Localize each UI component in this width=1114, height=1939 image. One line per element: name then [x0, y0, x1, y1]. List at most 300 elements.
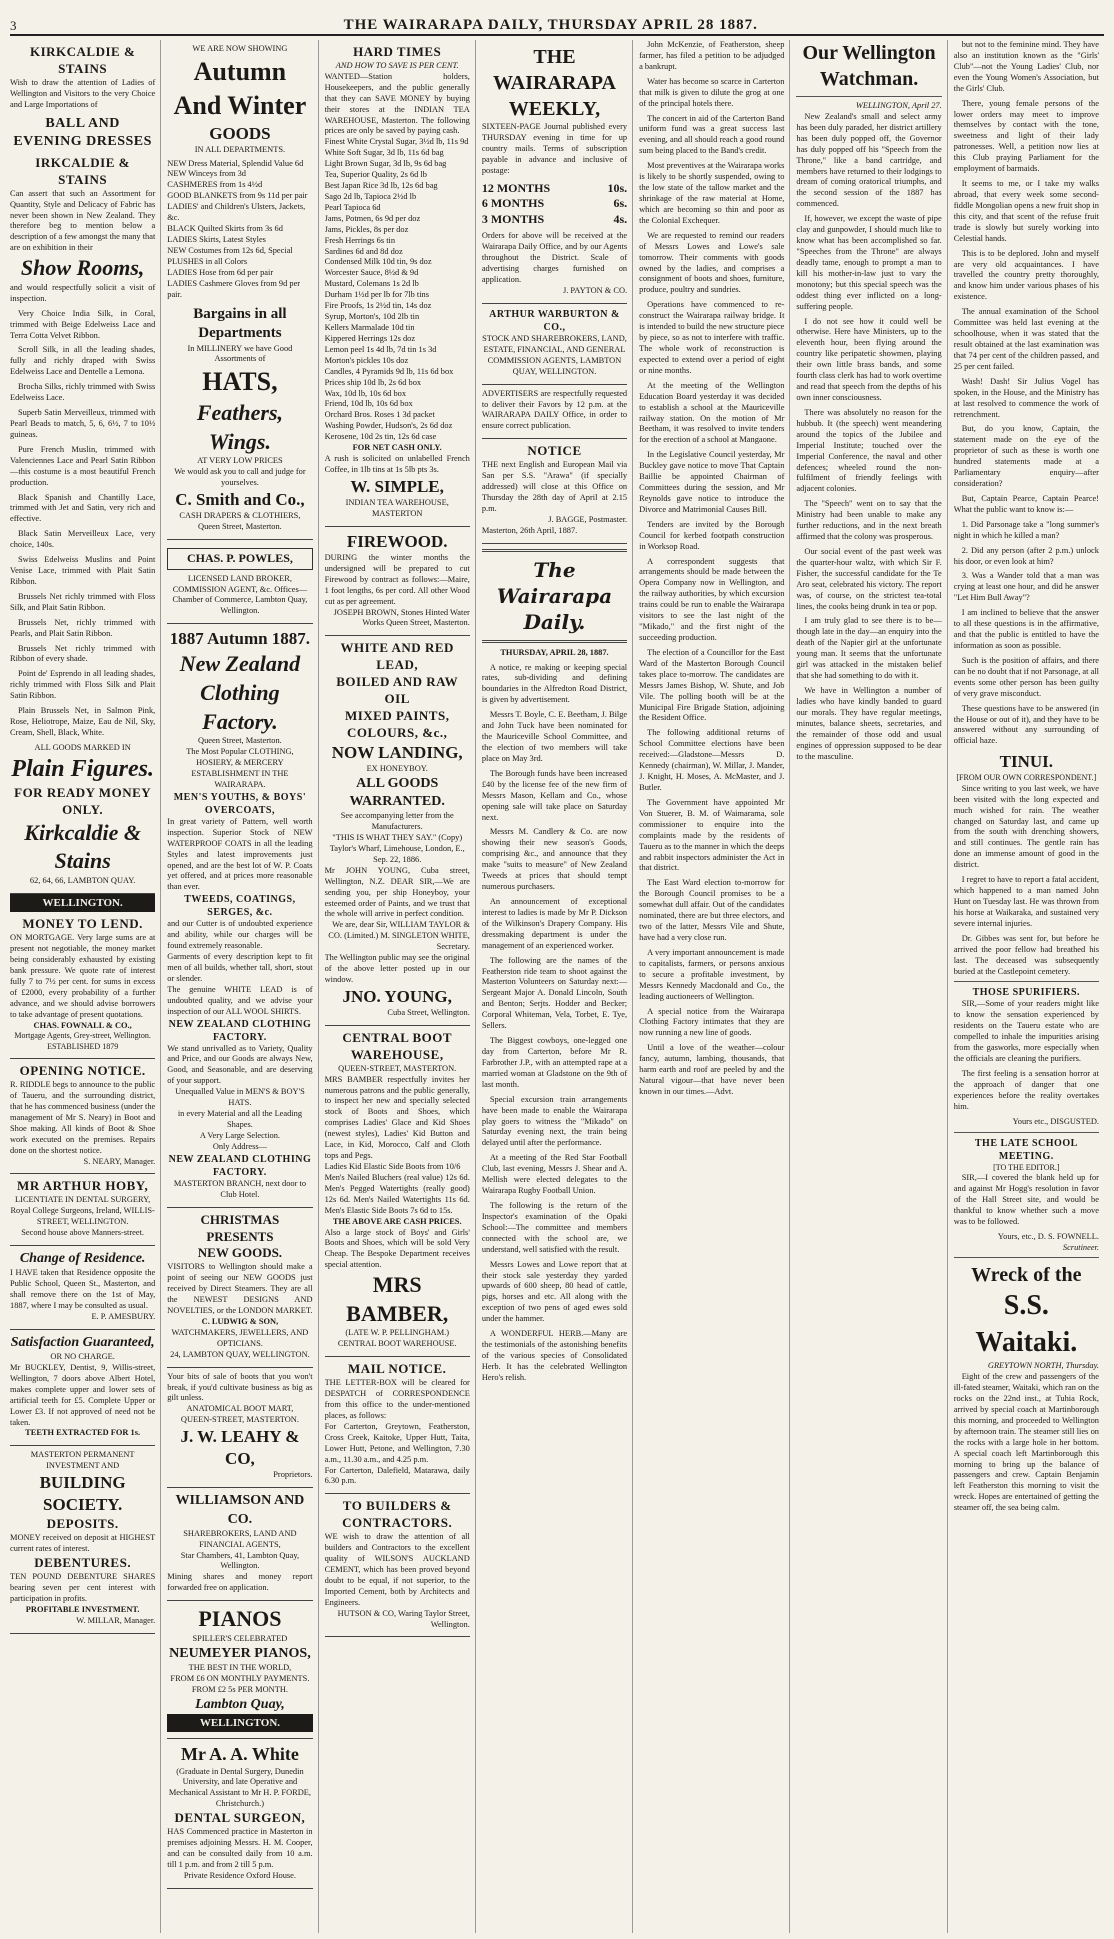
ludwig-sub: WATCHMAKERS, JEWELLERS, AND OPTICIANS. — [171, 1327, 309, 1348]
masthead — [10, 8, 1104, 36]
bamber-sub: (LATE W. P. PELLINGHAM.) — [345, 1328, 450, 1338]
watchman-paragraph: I am inclined to believe that the answer to all these questions is in the affirmative, and that the public is entitled to have the information as soon as possible. — [953, 608, 1099, 651]
letter-quote: "THIS IS WHAT THEY SAY." (Copy) Taylor's Wharf, Limehouse, London, E., Sep. 22, 1886. — [329, 832, 465, 864]
leahy-address: QUEEN-STREET, MASTERTON. — [180, 1415, 299, 1425]
call-text: We would ask you to call and judge for yourselves. — [174, 467, 306, 488]
boot-ad — [325, 1026, 470, 1357]
mail-notice — [482, 439, 627, 543]
news-paragraph: In the Legislative Council yesterday, Mr Buckley gave notice to move That Captain Baillie be appointed Chairman of Committees during the session, and Mr Reynolds gave notice to introduce the Divorce and Matrimonial Causes Bill. — [639, 450, 785, 514]
hard-times-body-2: A rush is solicited on unlabelled French Coffee, in 1lb tins at 1s 5lb pts 3s. — [324, 454, 470, 474]
unequalled: Unequalled Value in MEN'S & BOY'S HATS. — [175, 1087, 305, 1108]
goods-item: BLACK Quilted Skirts from 3s 6d — [167, 224, 283, 234]
money-firm-sub: Mortgage Agents, Grey-street, Wellington. ESTABLISHED 1879 — [14, 1031, 151, 1051]
rate-term: 6 MONTHS — [481, 196, 545, 211]
news-paragraph: A special notice from the Wairarapa Clothing Factory intimates that they are now running a new line of goods. — [639, 1006, 785, 1038]
price-item: Orchard Bros. Roses 1 3d packet — [324, 410, 435, 420]
mail-list-2: For Carterton, Dalefield, Matarawa, daily 6.30 p.m. — [324, 1465, 470, 1486]
smith-ad — [167, 40, 312, 540]
news-paragraph: Most preventives at the Wairarapa works is likely to be shortly suspended, owing to the low state of the tallow market and the shrinkage of the raw material at Home, which are becoming so thin and poor as the Colonial Exchequer. — [639, 161, 785, 225]
change-body: I HAVE taken that Residence opposite the Public School, Queen St., Masterton, and shall remove there on the 1st of May, 1887, where I may be consulted as usual. — [10, 1268, 156, 1310]
column-7 — [954, 40, 1104, 1933]
news-paragraph: A correspondent suggests that arrangements should be made between the Opera Company now in Wellington, and the railway authorities, by which excursion trains could be run to enable the Wairarapa visitors to see the last night of the "Mikado," and the first night of the succeeding production. — [639, 556, 785, 643]
lambton-quay: Lambton Quay, — [195, 1696, 285, 1712]
goods-item: LADIES Cashmere Gloves from 9d per pair. — [167, 278, 301, 299]
autumn-title: Autumn — [193, 56, 287, 86]
school-signature: Yours, etc., D. S. FOWNELL. — [997, 1231, 1099, 1241]
rate-price: 6s. — [613, 196, 628, 211]
daily-date: THURSDAY, APRIL 28, 1887. — [500, 647, 609, 657]
watchman-paragraph: But, do you know, Captain, the statement made on the eye of the proprietor of such as these is worth one hundred statements made at a Parliamentary enquiry—after consideration? — [953, 424, 1099, 489]
low-prices: AT VERY LOW PRICES — [197, 456, 283, 466]
dress-item: Brussels Net, richly trimmed with Pearls, and Plait Satin Ribbon. — [10, 617, 156, 638]
rate-term: 3 MONTHS — [481, 211, 545, 226]
dental-address: Private Residence Oxford House. — [183, 1870, 296, 1880]
price-item: Best Japan Rice 3d lb, 12s 6d bag — [324, 181, 438, 191]
hard-times-sub: AND HOW TO SAVE IS PER CENT. — [335, 60, 459, 70]
watchman-paragraph: There was absolutely no reason for the hubbub. It (the speech) went meandering around the topics of the Jubilee and Imperial Institute; touched over the Imperial Conference, the naval and other defences; wheeled round the non-fulfilment of friendly feelings with adjacent colonies. — [796, 407, 942, 494]
letter-signature: We are, dear Sir, WILLIAM TAYLOR & CO. (Limited.) M. SINGLETON WHITE, Secretary. — [328, 920, 470, 952]
tinui-heading: TINUI. — [999, 752, 1054, 772]
wreck-dateline: GREYTOWN NORTH, Thursday. — [987, 1361, 1099, 1371]
firm-address: 62, 64, 66, LAMBTON QUAY. — [29, 876, 136, 886]
price-item: Syrup, Morton's, 10d 2lb tin — [324, 312, 420, 322]
price-list — [325, 137, 470, 443]
indian-warehouse: INDIAN TEA WAREHOUSE, — [345, 498, 449, 508]
price-item: Pearl Tapioca 6d — [324, 202, 381, 212]
tinui-paragraph: Dr. Gibbes was sent for, but before he arrived the poor fellow had breathed his last. The deceased was subsequently buried at the Castlepoint cemetery. — [953, 933, 1099, 976]
mixed-paints: MIXED PAINTS, COLOURS, &c., — [344, 707, 450, 740]
wings-title: Wings. — [208, 428, 271, 454]
dress-item: Very Choice India Silk, in Coral, trimmed with Beige Edelweiss Lace and Terra Cotta Velvet Ribbon. — [10, 308, 156, 340]
white-body: (Graduate in Dental Surgery, Dunedin University, and late Operative and Mechanical Assistant to Mr H. P. FORDE, Christchurch.) — [168, 1766, 311, 1809]
clothing-ad — [167, 624, 312, 1207]
tinui-sub: [FROM OUR OWN CORRESPONDENT.] — [956, 773, 1097, 783]
news-paragraph: The Borough funds have been increased £40 by the license fee of the new firm of Messrs Mason, Kellam and Co., whose opening sale will take place on Saturday next. — [481, 768, 628, 822]
hoby-heading: MR ARTHUR HOBY, — [17, 1178, 149, 1194]
ludwig-firm: C. LUDWIG & SON, — [201, 1316, 279, 1326]
question: 1. Did Parsonage take a "long summer's night in which he killed a man? — [953, 519, 1099, 540]
mail-heading: MAIL NOTICE. — [347, 1361, 447, 1377]
warburton-body: STOCK AND SHAREBROKERS, LAND, ESTATE, FINANCIAL, AND GENERAL COMMISSION AGENTS, LAMBTON QUAY, WELLINGTON. — [482, 333, 627, 376]
goods-item: NEW Dress Material, Splendid Value 6d — [167, 158, 304, 168]
winter-title: And Winter — [173, 90, 307, 120]
christmas-body: VISITORS to Wellington should make a point of seeing our NEW GOODS just received by Direct Steamers. They are all the NEWEST DESIGNS AND NOVELTIES, or the LONDON MARKET. — [167, 1262, 313, 1315]
hoby-ad — [10, 1174, 155, 1246]
rate-table — [482, 181, 627, 228]
firewood-body: DURING the winter months the undersigned will be prepared to cut Firewood by contract as follows:—Maire, 1 foot lengths, 6s per cord. All other Wood cut as per agreement. — [324, 552, 470, 606]
builders-body: WE wish to draw the attention of all builders and Contractors to the excellent quality of WILSON'S AUCKLAND CEMENT, which has been proved beyond doubt to be equal, if not superior, to the Imported Cement, both by Architects and Engineers. — [324, 1532, 470, 1607]
tweeds-body: and our Cutter is of undoubted experience and ability, while our charges will be found extremely reasonable. — [167, 919, 313, 951]
watchman-paragraph: but not to the feminine mind. They have also an institution known as the "Girls' Club"—not the Young Ladies' Club, nor even the Young Women's Association, but the Girls' Club. — [953, 40, 1099, 93]
price-item: Tea, Superior Quality, 2s 6d lb — [324, 170, 427, 180]
school-heading: THE LATE SCHOOL MEETING. — [974, 1137, 1078, 1162]
ex-ship: EX HONEYBOY. — [366, 763, 428, 773]
news-paragraph: An announcement of exceptional interest to ladies is made by Mr P. Dickson of the Wilkinson's Drapery Company. His dressmaking department is under the management of an experienced worker. — [481, 897, 628, 950]
society-ad — [10, 1446, 155, 1633]
scrutineer: Scrutineer. — [1062, 1242, 1099, 1252]
mail-list: For Carterton, Greytown, Featherston, Cross Creek, Kaitoke, Upper Hutt, Taita, Lower Hutt, Petone, and Wellington, 7.30 a.m., 11.30 a.m., and 4.25 p.m. — [324, 1421, 470, 1464]
white-red-lead: WHITE AND RED LEAD, — [340, 640, 454, 673]
price-item: Morton's pickles 10s doz — [324, 355, 409, 365]
society-heading: MASTERTON PERMANENT INVESTMENT AND — [30, 1450, 135, 1471]
mail-body: THE LETTER-BOX will be cleared for DESPATCH of CORRESPONDENCE from this office to the under-mentioned places, as follows: — [324, 1378, 470, 1420]
hard-times-heading: HARD TIMES — [353, 44, 442, 59]
price-item: Prices ship 10d lb, 2s 6d box — [324, 377, 422, 387]
watchman-paragraph: There, young female persons of the lower orders may meet to improve themselves by contact with the tone, sweetness and light of their lady patronesses. Well, a petition now lies at this Club praying Parliament for the employment of barmaids. — [953, 98, 1099, 174]
clothing-est: The Most Popular CLOTHING, HOSIERY, & MERCERY ESTABLISHMENT IN THE WAIRARAPA. — [186, 747, 294, 789]
satisfaction-ad — [10, 1330, 155, 1447]
branch-address: MASTERTON BRANCH, next door to Club Hotel. — [173, 1178, 307, 1199]
price-item: Fire Proofs, 1s 2½d tin, 14s doz — [324, 301, 432, 311]
change-heading: Change of Residence. — [19, 1251, 146, 1267]
notice-body: THE next English and European Mail via San per S.S. "Arawa" (if specially addressed) will close at this Office on Thursday the 28th day of April at 2.15 p.m. — [481, 460, 628, 513]
pianos-ad — [167, 1601, 312, 1739]
warburton-heading: ARTHUR WARBURTON & CO., — [489, 308, 620, 333]
price-item: Candles, 4 Pyramids 9d lb, 11s 6d box — [324, 366, 454, 376]
watchman-paragraph: It seems to me, or I take my walks abroad, that every week some second-fiddle Mongolian opens a new fruit shop in this city, and that scent of the refuse fruit trade is slowly but surely working into Celestial hands. — [953, 179, 1099, 243]
column-3 — [325, 40, 476, 1933]
dental-heading: DENTAL SURGEON, — [174, 1810, 306, 1826]
weekly-signature: J. PAYTON & CO. — [562, 286, 628, 295]
tinui-paragraph: I regret to have to report a fatal accident, which happened to a man named John Hunt on Tuesday last. He was thrown from his horse at Waikaraka, and sustained very severe internal injuries. — [953, 875, 1099, 928]
firewood-heading: FIREWOOD. — [346, 531, 448, 551]
deposits-body: MONEY received on deposit at HIGHEST current rates of interest. — [10, 1533, 156, 1554]
firm-footer: Kirkcaldie & Stains — [24, 819, 141, 874]
price-item: Lemon peel 1s 4d lb, 7d tin 1s 3d — [324, 344, 437, 354]
letter-body: Mr JOHN YOUNG, Cuba street, Wellington, N.Z. DEAR SIR,—We are sending you, per ship Honeyboy, your esteemed order of Paints, and we trust that the whole will arrive in perfect condition. — [324, 865, 470, 919]
dress-item: Black Spanish and Chantilly Lace, trimmed with Jet and Satin, very rich and effective. — [10, 492, 156, 524]
weekly-body: Orders for above will be received at the Wairarapa Daily Office, and by our Agents throughout the District. Scale of advertising charges furnished on application. — [481, 231, 628, 285]
all-goods-warranted: ALL GOODS WARRANTED. — [349, 775, 445, 809]
watchman-paragraph: If, however, we except the waste of pipe clay and gunpowder, I should much like to know what has been accomplished so far. "Speeches from the Throne" are always deadly tame, enough to prompt a man to kill his mother-in-law just to vary the monotony; but this special speech was the oddest thing ever inflicted on a long-suffering people. — [796, 214, 942, 311]
smith-firm: C. Smith and Co., — [175, 490, 305, 510]
powles-ad — [167, 540, 312, 624]
news-paragraph: The following additional returns of School Committee elections have been received:—Gladstone—Messrs D. Kennedy (chairman), W. Millar, J. Mander, J. Knight, H. Moses, A. McMaster, and J. Butler. — [639, 728, 785, 792]
williamson-body: Mining shares and money report forwarded free on application. — [167, 1572, 313, 1593]
goods-item: NEW Costumes from 12s 6d, Special — [167, 245, 293, 255]
boot-address: QUEEN-STREET, MASTERTON. — [338, 1063, 457, 1073]
watchman-dateline: WELLINGTON, April 27. — [855, 101, 942, 110]
now-landing: NOW LANDING, — [331, 742, 463, 762]
goods-item: LADIES Skirts, Latest Styles — [167, 234, 266, 244]
large-selection: A Very Large Selection. — [199, 1130, 280, 1140]
price-item: Worcester Sauce, 8½d & 9d — [324, 268, 419, 278]
news-paragraph: At the meeting of the Wellington Education Board yesterday it was decided to establish a school at the Mauriceville railway station. On the motion of Mr Beetham, it was resolved to invite tenders for the erection of a school at Mangaone. — [639, 380, 785, 445]
boiled-oil: BOILED AND RAW OIL — [336, 674, 459, 707]
debentures-body: TEN POUND DEBENTURE SHARES bearing seven per cent interest with participation in profits. — [10, 1572, 156, 1603]
advertisers-body: ADVERTISERS are respectfully requested to deliver their Favors by 12 p.m. at the WAIRARAPA DAILY Office, in order to ensure correct publication. — [481, 388, 628, 431]
boot-heading: CENTRAL BOOT WAREHOUSE, — [342, 1029, 453, 1062]
watchman-paragraph: The "Speech" went on to say that the Ministry had been unable to make any further reductions, and in the next breath affirmed that the colony was prosperous. — [796, 499, 942, 542]
dress-item: Plain Brussels Net, in Salmon Pink, Rose, Heliotrope, Maize, Eau de Nil, Sky, Cream, Shell, Black, White. — [10, 706, 156, 738]
news-paragraph: Tenders are invited by the Borough Council for kerbed footpath construction in Worksop Road. — [639, 519, 785, 551]
ad-para: Can assert that such an Assortment for Quantity, Style and Delicacy of Fabric has never been shown in New Zealand. They therefore beg to mention below a description of a few amongst the many that are on exhibition in their — [10, 188, 156, 253]
change-ad — [10, 1246, 155, 1330]
news-paragraph: Operations have commenced to re-construct the Wairarapa railway bridge. It is intended to build the new structure piece by piece, so as not to interfere with traffic. The whole work of reconstruction is expected to extend over a period of eight or nine months. — [639, 300, 785, 375]
news-paragraph: A very important announcement is made to capitalists, farmers, or persons anxious to secure a profitable investment, by Messrs Kennedy Macdonald and Co., the leading auctioneers of Wellington. — [639, 947, 785, 1001]
dress-item: Brussels Net richly trimmed with Floss Silk, and Plait Satin Ribbon. — [10, 591, 156, 612]
price-item: Kippered Herrings 12s doz — [324, 333, 416, 343]
hoby-address: Second house above Manners-street. — [21, 1228, 145, 1238]
goods-item: CASHMERES from 1s 4½d — [167, 180, 263, 190]
factory-name-2: NEW ZEALAND CLOTHING FACTORY. — [168, 1153, 312, 1178]
question: 2. Did any person (after 2 p.m.) unlock his door, or even look at him? — [953, 545, 1099, 566]
watchman-paragraph: Wash! Dash! Sir Julius Vogel has spoken, in the House, and the Ministry has at last resolved to commence the work of retrenchment. — [953, 376, 1099, 419]
all-goods: ALL GOODS MARKED IN — [34, 742, 131, 752]
millinery: In MILLINERY we have Good Assortments of — [187, 343, 293, 364]
column-4 — [482, 40, 633, 1933]
news-paragraph: The concert in aid of the Carterton Band uniform fund was a great success last evening, and all should reach a good round sum being placed to the Band's credit. — [639, 113, 785, 156]
young-address: Cuba Street, Wellington. — [387, 1007, 470, 1017]
price-item: Jams, Potmen, 6s 9d per doz — [324, 213, 421, 223]
christmas-ad — [167, 1208, 312, 1368]
masthead-title: THE WAIRARAPA DAILY, THURSDAY APRIL 28 1887. — [343, 17, 758, 33]
price-item: Finest White Crystal Sugar, 3½d lb, 11s 9d — [324, 137, 469, 147]
wreck-paragraph: Eight of the crew and passengers of the ill-fated steamer, Waitaki, which ran on the rocks on the 22nd inst., at Tuhia Rock, arrived by special coach at Martinborough this morning, and proceeded to Wellington by afternoon train. The steamer still lies on the rocks with a large hole in her bottom. A special coach left Martinborough this morning to bring up the balance of passengers and crew. Captain Benjamin left Featherston this morning to visit the wreck. Hopes are entertained of getting the steamer off, the sea being calm. — [953, 1372, 1099, 1513]
firm-sub: IRKCALDIE & STAINS — [35, 154, 130, 187]
opening-signature: S. NEARY, Manager. — [83, 1156, 156, 1166]
money-firm: CHAS. FOWNALL & CO., — [33, 1020, 132, 1030]
builders-ad — [325, 1494, 470, 1637]
ad-para: and would respectfully solicit a visit of inspection. — [10, 282, 156, 303]
satisfaction-body: Mr BUCKLEY, Dentist, 9, Willis-street, Wellington, 7 doors above Albert Hotel, makes complete upper and lower sets of artificial teeth for £5. Complete Upper or Lower £3. If not approved of need not be taken. — [10, 1362, 156, 1427]
leahy-ad — [167, 1368, 312, 1489]
rate-price: 10s. — [607, 180, 628, 195]
rate-term: 12 MONTHS — [481, 180, 551, 195]
news-paragraph: Messrs Lowes and Lowe report that at their stock sale yesterday they yarded upwards of 600 sheep, 80 head of cattle, pigs, horses and etc. All along with the exception of two pens of aged ewes sold under the hammer. — [481, 1259, 628, 1324]
news-paragraph: The election of a Councillor for the East Ward of the Masterton Borough Council takes place to-morrow. The candidates are Messrs James Bishop, W. Shute, and Job Vile. The polling booth will be at the Municipal Fire Brigade Station, adjoining the Resident Office. — [639, 647, 785, 723]
goods-title: GOODS — [209, 123, 271, 143]
boot-prices: Ladies Kid Elastic Side Boots from 10/6 — [324, 1161, 461, 1171]
news-paragraph: The following are the names of the Featherston ride team to shoot against the Masterton Volunteers on Saturday next:—Sergeant Major A. Donald Lincoln, South and Benton; Serjts. Hodder and Becker; Corporal Whiteman, Vela, Torbet, E. Tye, Sellers. — [481, 955, 628, 1031]
column-2 — [167, 40, 318, 1933]
tinui-paragraph: Since writing to you last week, we have been visited with the long expected and much wished for rain. The weather changed on Saturday last, and came up from the south with drenching showers, and still continues. The gentle rain has done an immense amount of good in the district. — [953, 783, 1099, 870]
news-paragraph: Until a love of the weather—colour fancy, autumn, lambing, thousands, that harm earth and roof are peeled by and the Natural vigour—that have never been known in our times.—Advt. — [639, 1043, 785, 1096]
goods-item: GOOD BLANKETS from 9s 11d per pair — [167, 191, 308, 201]
price-item: Kellers Marmalade 10d tin — [324, 323, 415, 333]
paints-ad — [325, 636, 470, 1026]
recommend: See accompanying letter from the Manufacturers. — [340, 811, 454, 832]
white-shirt-body: The genuine WHITE LEAD is of undoubted quality, and we advise your inspection of our ALL WOOL SHIRTS. — [167, 984, 313, 1016]
watchman-paragraph: This is to be deplored. John and myself are very old acquaintances. I have travelled the country pretty thoroughly, and know him under various phases of his existence. — [953, 248, 1099, 302]
school-sub: [TO THE EDITOR.] — [993, 1162, 1060, 1172]
only-address: Only Address— — [212, 1141, 268, 1151]
nz-title: New Zealand — [179, 651, 301, 677]
autumn-1887: 1887 Autumn 1887. — [169, 629, 311, 649]
dress-item: Brocha Silks, richly trimmed with Swiss Edelweiss Lace. — [10, 382, 156, 403]
rate-row — [482, 212, 627, 228]
satisfaction-sub: OR NO CHARGE. — [50, 1352, 115, 1362]
hard-times-ad — [325, 40, 470, 527]
notice-signature: J. BAGGE, Postmaster. — [548, 514, 628, 524]
advertisers-notice — [482, 385, 627, 440]
price-item: Washing Powder, Hudson's, 2s 6d doz — [324, 421, 453, 431]
boot-body-2: Men's Nailed Bluchers (real value) 12s 6d. Men's Pegged Watertights (really good) 12s 6d. Men's Nailed Watertights 11s 6d. Men's Elastic Side Boots 7s 6d to 15s. — [324, 1172, 470, 1215]
daily-title: The Wairarapa Daily. — [496, 557, 613, 634]
mens-body: In great variety of Pattern, well worth inspection. Superior Stock of NEW WATERPROOF COATS in all the leading Styles and latest improvements just opened, and are the best lot of W. P. Coats yet offered, and at prices more reasonable than ever. — [167, 816, 313, 892]
williamson-sub: SHAREBROKERS, LAND AND FINANCIAL AGENTS, — [183, 1528, 297, 1549]
debentures-heading: DEBENTURES. — [34, 1555, 132, 1571]
letter-paragraph: SIR,—Some of your readers might like to know the sensation experienced by residents on the Taueru estate who are compelled to inhale the impurities arising from the gasworks, more especially when the officials are cleaning the purifiers. — [953, 999, 1099, 1064]
net-cash: FOR NET CASH ONLY. — [352, 443, 442, 453]
dress-item: Scroll Silk, in all the leading shades, fully and richly draped with Swiss Edelweiss Lace and Dentelle a Lemona. — [10, 345, 156, 377]
hard-times-body: WANTED—Station holders, Housekeepers, and the public generally that they can SAVE MONEY by buying their stores at the INDIAN TEA WAREHOUSE, Masterton. The following prices are only be saved by paying cash. — [324, 71, 470, 136]
builders-signature: HUTSON & CO, Waring Taylor Street, Wellington. — [337, 1608, 470, 1629]
kirkcaldie-ad — [10, 40, 155, 894]
smith-firm-sub: CASH DRAPERS & CLOTHIERS, — [179, 511, 301, 521]
price-item: Sago 2d lb, Tapioca 2½d lb — [324, 191, 417, 201]
dress-item: Pure French Muslin, trimmed with Valenciennes Lace and Pearl Satin Ribbon—this costume is a most beautiful French production. — [10, 444, 156, 487]
opening-ad — [10, 1059, 155, 1174]
show-rooms: Show Rooms, — [20, 255, 145, 281]
weekly-sub: SIXTEEN-PAGE Journal published every THURSDAY evening in time for up country mails. Terms of subscription payable in advance and inclusive of postage: — [481, 122, 628, 175]
dress-list — [10, 309, 155, 739]
spurifiers-heading: THOSE SPURIFIERS. — [972, 987, 1081, 999]
tweeds-heading: TWEEDS, COATINGS, SERGES, &c. — [184, 894, 296, 919]
price-item: Kerosene, 10d 2s tin, 12s 6d case — [324, 432, 437, 442]
wreck-title: S.S. Waitaki. — [975, 1290, 1078, 1358]
wellington-public: The Wellington public may see the original of the above letter posted up in our window. — [324, 953, 470, 984]
weekly-ad — [482, 40, 627, 304]
dress-item: Superb Satin Merveilleux, trimmed with Pearl Beads to match, 5, 6, 6½, 7 to 10½ guineas. — [10, 408, 156, 439]
bargains-title: Bargains in all Departments — [193, 305, 287, 342]
bamber-address: CENTRAL BOOT WAREHOUSE. — [337, 1339, 457, 1349]
wreck-heading: Wreck of the — [971, 1264, 1082, 1287]
daily-news — [482, 663, 627, 1384]
money-heading: MONEY TO LEND. — [22, 916, 143, 932]
price-item: Sardines 6d and 8d doz — [324, 246, 403, 256]
goods-item: PLUSHES in all Colors — [167, 256, 248, 266]
dress-item: Point de' Esprendo in all leading shades, richly trimmed with Floss Silk and Plait Satin Ribbon. — [10, 669, 156, 701]
factory-heading: NEW ZEALAND CLOTHING FACTORY. — [168, 1018, 312, 1043]
feathers-title: Feathers, — [196, 400, 284, 426]
news-paragraph: Messrs M. Candlery & Co. are now showing their new season's Goods, comprising &c., and announce that they make "suits to measure" of New Zealand Tweeds at prices that should tempt numerous purchasers. — [481, 827, 628, 892]
leahy-name: J. W. LEAHY & CO, — [180, 1427, 300, 1469]
watchman-heading: Our Wellington Watchman. — [802, 42, 936, 90]
society-name: BUILDING SOCIETY. — [39, 1473, 126, 1515]
white-heading: Mr A. A. White — [181, 1744, 299, 1765]
rate-row — [482, 196, 627, 212]
price-item: Durham 1½d per lb for 7lb tins — [324, 290, 430, 300]
news-paragraph: John McKenzie, of Featherston, sheep farmer, has filed a petition to be adjudged a bankrupt. — [639, 40, 785, 71]
change-signature: E. P. AMESBURY. — [91, 1311, 156, 1321]
news-paragraph: A WONDERFUL HERB.—Many are the testimonials of the astonishing benefits of the various species of Consolidated Herb. It has the celebrated Wellington Hero's relish. — [481, 1329, 628, 1382]
stores: in every Material and all the Leading Shapes. — [177, 1109, 303, 1130]
watchman-paragraph: The annual examination of the School Committee was held last evening at the schoolhouse, when it was stated that the result obtained at the last examination was that 74 per cent of the children passed, and 25 per cent failed. — [953, 307, 1099, 371]
news-paragraph: The following is the return of the Inspector's examination of the Opaki School:—The committee and members connected with the school are, we understand, well satisfied with the result. — [481, 1200, 628, 1254]
hoby-body: LICENTIATE IN DENTAL SURGERY, Royal College Surgeons, Ireland, WILLIS-STREET, WELLINGTON. — [10, 1195, 155, 1227]
ludwig-address: 24, LAMBTON QUAY, WELLINGTON. — [170, 1349, 310, 1359]
powles-heading: CHAS. P. POWLES, — [167, 548, 312, 570]
white-dental-ad — [167, 1739, 312, 1889]
news-paragraph: A notice, re making or keeping special rates, sub-dividing and defining boundaries in the Alfredton Road District, is given by advertisement. — [481, 662, 628, 705]
watchman-paragraph: We have in Wellington a number of ladies who have kindly banded to guard our morals. They have regular meetings, minutes, balance sheets, secretaries, and the remainder of those odd and usual engines of oppression supposed to be dear to the masculine. — [796, 686, 942, 761]
best-text: THE BEST IN THE WORLD, — [188, 1662, 292, 1672]
letter-paragraph: The first feeling is a sensation horror at the approach of danger that one experiences before the reality overtakes him. — [953, 1069, 1099, 1111]
ball-dresses-headline: BALL AND EVENING DRESSES — [13, 115, 152, 149]
society-signature: W. MILLAR, Manager. — [76, 1615, 156, 1625]
simple-name: W. SIMPLE, — [350, 476, 444, 496]
watchman-paragraph: I am truly glad to see there is to be—though late in the day—an enquiry into the death of the Napier girl at the unfortunate young man. It seems that the unfortunate girl was attacked in the mistaken belief that she had something to do with it. — [796, 616, 942, 681]
news-paragraph: Water has become so scarce in Carterton that milk is given to dilute the grog at one of the principal hotels there. — [639, 76, 785, 108]
builders-heading: TO BUILDERS & CONTRACTORS. — [342, 1498, 453, 1531]
satisfaction-heading: Satisfaction Guaranteed, — [10, 1334, 155, 1350]
williamson-heading: WILLIAMSON AND CO. — [175, 1493, 305, 1527]
williamson-address: Star Chambers, 41, Lambton Quay, Wellington. — [180, 1550, 300, 1571]
price-item: Friend, 10d lb, 10s 6d box — [324, 399, 413, 409]
warburton-ad — [482, 304, 627, 385]
watchman-paragraph: But, Captain Pearce, Captain Pearce! What the public want to know is:— — [953, 493, 1099, 514]
watchman-paragraph: These questions have to be answered (in the House or out of it), and they have to be answered without any surrounding of official haze. — [953, 703, 1099, 746]
wellington-strip: WELLINGTON. — [10, 894, 155, 912]
column-5 — [639, 40, 790, 1933]
opening-heading: OPENING NOTICE. — [19, 1063, 146, 1079]
money-body: ON MORTGAGE. Very large sums are at present not negotiable, the money market being considerably exhausted by existing bank pressure. We quote rate of interest fully 7 to 7½ per cent. for sums in excess of £2000, every probability of a further advance, and we should advise borrowers to take advantage of present quotations. — [10, 933, 156, 1019]
boot-body: MRS BAMBER respectfully invites her numerous patrons and the public generally, to inspect her new and specially selected stock of Boots and Shoes, which comprises Ladies' Glace and Kid Shoes (newest styles), Ladies' Kid Button and Lace, in Kid, Morocco, Calf and Cloth tops and Pegs. — [324, 1074, 470, 1161]
dress-item: Brussels Net richly trimmed with Ribbon of every shade. — [10, 643, 156, 664]
rate-price: 4s. — [613, 211, 628, 226]
firewood-signature: JOSEPH BROWN, Stones Hinted Water Works Queen Street, Masterton. — [333, 607, 470, 628]
spiller-text: SPILLER'S CELEBRATED — [192, 1633, 288, 1643]
price-item: Mustard, Colemans 1s 2d lb — [324, 279, 419, 289]
smith-intro: WE ARE NOW SHOWING — [192, 44, 288, 53]
deposits-heading: DEPOSITS. — [46, 1516, 119, 1532]
pianos-heading: PIANOS — [198, 1606, 282, 1632]
spurifiers-signature: Yours etc., DISGUSTED. — [1012, 1116, 1099, 1126]
dental-body: HAS Commenced practice in Masterton in premises adjoining Messrs. H. M. Cooper, and can be consulted daily from 10 a.m. till 1 p.m. and from 2 till 5 p.m. — [167, 1827, 313, 1869]
goods-item: LADIES Hose from 6d per pair — [167, 267, 274, 277]
clothing-title: Clothing Factory. — [200, 680, 280, 734]
question: 3. Was a Wander told that a man was crying at least one hour, and did he answer "Let Him Bull Away"? — [953, 571, 1099, 603]
cash-prices: THE ABOVE ARE CASH PRICES. — [332, 1216, 462, 1226]
watchman-paragraph: I do not see how it could well be otherwise. Here have Ministers, up to the eleventh hour, been flying around the country like peripatetic showmen, playing their own little brass bands, and some fourth class clerk has had to work overtime and read that speech from the depths of his own inner consciousness. — [796, 316, 942, 402]
factory-body: We stand unrivalled as to Variety, Quality and Price, and our Goods are always New, Good, and Seasonable, and are deserving of your support. — [167, 1043, 313, 1086]
christmas-heading: CHRISTMAS PRESENTS — [200, 1211, 280, 1244]
hats-title: HATS, — [202, 367, 278, 397]
watchman-paragraph: Our social event of the past week was the quarter-hour waltz, with which Sir F. Fisher, the successful candidate for the Te Aro seat, celebrated his victory. The report was, of course, on the strictest tea-total lines, the cooks being drunk in tea or pop. — [796, 546, 942, 611]
goods-item: LADIES' and Children's Ulsters, Jackets, &c. — [167, 202, 306, 223]
rate-row — [482, 181, 627, 197]
mens-heading: MEN'S YOUTHS, & BOYS' OVERCOATS, — [173, 791, 307, 816]
neumeyer-text: NEUMEYER PIANOS, — [169, 1645, 311, 1661]
price-item: Wax, 10d lb, 10s 6d box — [324, 388, 407, 398]
column-1 — [10, 40, 161, 1933]
ad-intro: Wish to draw the attention of Ladies of Wellington and Visitors to the very Choice and Large Importations of — [10, 77, 156, 109]
bamber-heading: MRS BAMBER, — [346, 1272, 449, 1326]
weekly-title: THE WAIRARAPA WEEKLY, — [493, 46, 616, 120]
simple-masterton: MASTERTON — [371, 508, 423, 518]
leahy-proprietors: Proprietors. — [273, 1470, 313, 1480]
smith-address: Queen Street, Masterton. — [198, 522, 282, 532]
powles-body: LICENSED LAND BROKER, COMMISSION AGENT, &c. Offices—Chamber of Commerce, Lambton Quay, Wellington. — [172, 573, 308, 616]
wellington-strip-2: WELLINGTON. — [167, 1714, 312, 1732]
leahy-body: Your bits of sale of boots that you won't break, if you'd cultivate business as big as gilt unless. — [167, 1371, 313, 1403]
mail-ad — [325, 1357, 470, 1494]
price-line-2: FROM £2 5s PER MONTH. — [191, 1684, 288, 1694]
dress-item: Black Satin Merveilleux Lace, very choice, 140s. — [10, 529, 156, 550]
page-number: 3 — [10, 18, 18, 33]
boot-body-3: Also a large stock of Boys' and Girls' Boots and Shoes, which will be sold Very Cheap. The Bespoke Department receives special attention. — [324, 1227, 470, 1270]
price-line-1: FROM £6 ON MONTHLY PAYMENTS. — [170, 1673, 310, 1683]
price-item: Jams, Pickles, 8s per doz — [324, 224, 409, 234]
news-paragraph: Messrs T. Boyle, C. E. Beetham, J. Bilge and John Tuck have been nominated for the Mauriceville School Committee, and the election of two members will take place on May 3rd. — [481, 710, 628, 763]
goods-list — [167, 159, 312, 301]
letter-paragraph: SIR,—I covered the blank held up for and against Mr Hogg's resolution in favor of the Hall Street site, and would be thankful to know whether such a move was to be followed. — [953, 1173, 1099, 1226]
watchman-paragraph: Such is the position of affairs, and there can be no doubt that if not Parsonage, at all events some other person has been guilty of very grave misconduct. — [953, 655, 1099, 698]
price-item: Fresh Herrings 6s tin — [324, 235, 396, 245]
dress-item: Swiss Edelweiss Muslins and Point Venise Lace, trimmed with Plait Satin Ribbon. — [10, 555, 156, 586]
money-ad — [10, 912, 155, 1059]
